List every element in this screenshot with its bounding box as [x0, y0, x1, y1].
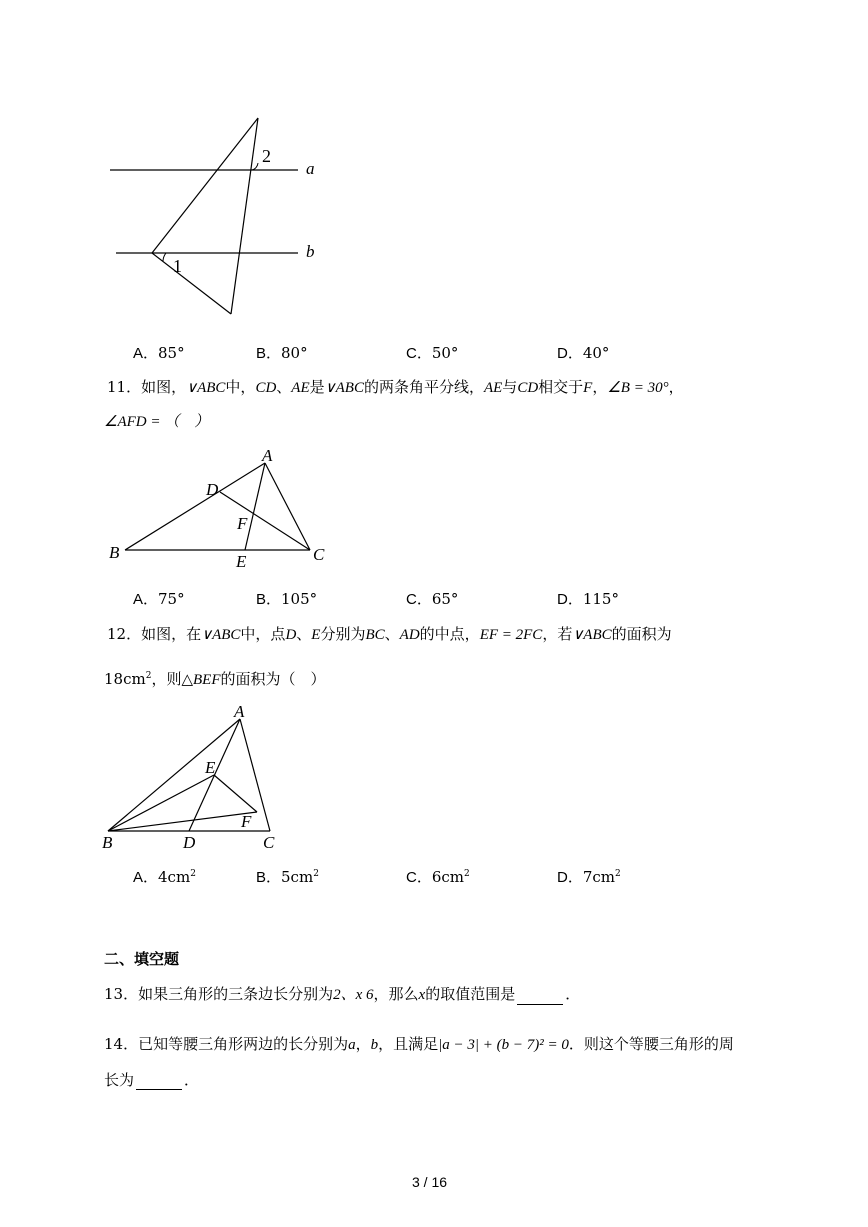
q12-figure — [100, 700, 300, 855]
q11-option-a: A．75° — [133, 590, 185, 608]
q11-option-d: D．115° — [557, 590, 619, 608]
line-b-label: b — [306, 242, 315, 261]
q12-option-b: B．$5cm^2$ — [256, 868, 319, 886]
q12-stem-line2: $18cm^2$，则△BEF的面积为（ ） — [104, 670, 326, 688]
q10-option-c: C．50° — [406, 344, 459, 362]
angle2-label: 2 — [262, 146, 271, 166]
q12-point-d: D — [183, 833, 196, 852]
q13-stem: 13．如果三角形的三条边长分别为2、x 6，那么x的取值范围是 ． — [104, 985, 581, 1003]
angle1-label: 1 — [173, 256, 182, 276]
q11-vertex-c: C — [313, 545, 325, 564]
q11-vertex-a: A — [262, 446, 273, 465]
q10-option-a: A．85° — [133, 344, 185, 362]
q14-stem-line1: 14．已知等腰三角形两边的长分别为a，b，且满足|a − 3| + (b − 7)² = 0．则这个等腰三角形的周 — [104, 1035, 734, 1053]
q11-option-b: B．105° — [256, 590, 318, 608]
q11-point-f: F — [237, 514, 248, 533]
q12-vertex-a: A — [234, 702, 245, 721]
q14-stem-line2: 长为 ． — [104, 1071, 200, 1089]
page-number: 3 / 16 — [412, 1174, 448, 1190]
q11-option-c: C．65° — [406, 590, 459, 608]
q10-figure — [100, 110, 340, 330]
q10-option-b: B．80° — [256, 344, 308, 362]
q14-answer-blank[interactable] — [136, 1073, 182, 1090]
q12-point-e: E — [205, 758, 216, 777]
q12-point-f: F — [241, 812, 252, 831]
q11-point-d: D — [206, 480, 219, 499]
q12-stem-line1: 12．如图，在∨ABC中，点D、E分别为BC、AD的中点，EF = 2FC，若∨ABC的面积为 — [107, 625, 672, 643]
q12-option-c: C．$6cm^2$ — [406, 868, 470, 886]
section-title: 二、填空题 — [104, 950, 180, 968]
q12-vertex-c: C — [263, 833, 275, 852]
q11-figure — [100, 445, 340, 575]
q11-stem-line1: 11．如图，∨ABC中，CD、AE是∨ABC的两条角平分线，AE与CD相交于F，∠B = 30°， — [107, 378, 684, 396]
q11-point-e: E — [236, 552, 247, 571]
q11-vertex-b: B — [109, 543, 120, 562]
q12-vertex-b: B — [102, 833, 113, 852]
line-a-label: a — [306, 159, 315, 178]
q12-option-d: D．$7cm^2$ — [557, 868, 621, 886]
q11-stem-line2: ∠AFD = （ ） — [104, 414, 210, 430]
q13-answer-blank[interactable] — [517, 988, 563, 1005]
q10-option-d: D．40° — [557, 344, 610, 362]
q12-option-a: A．$4cm^2$ — [133, 868, 196, 886]
